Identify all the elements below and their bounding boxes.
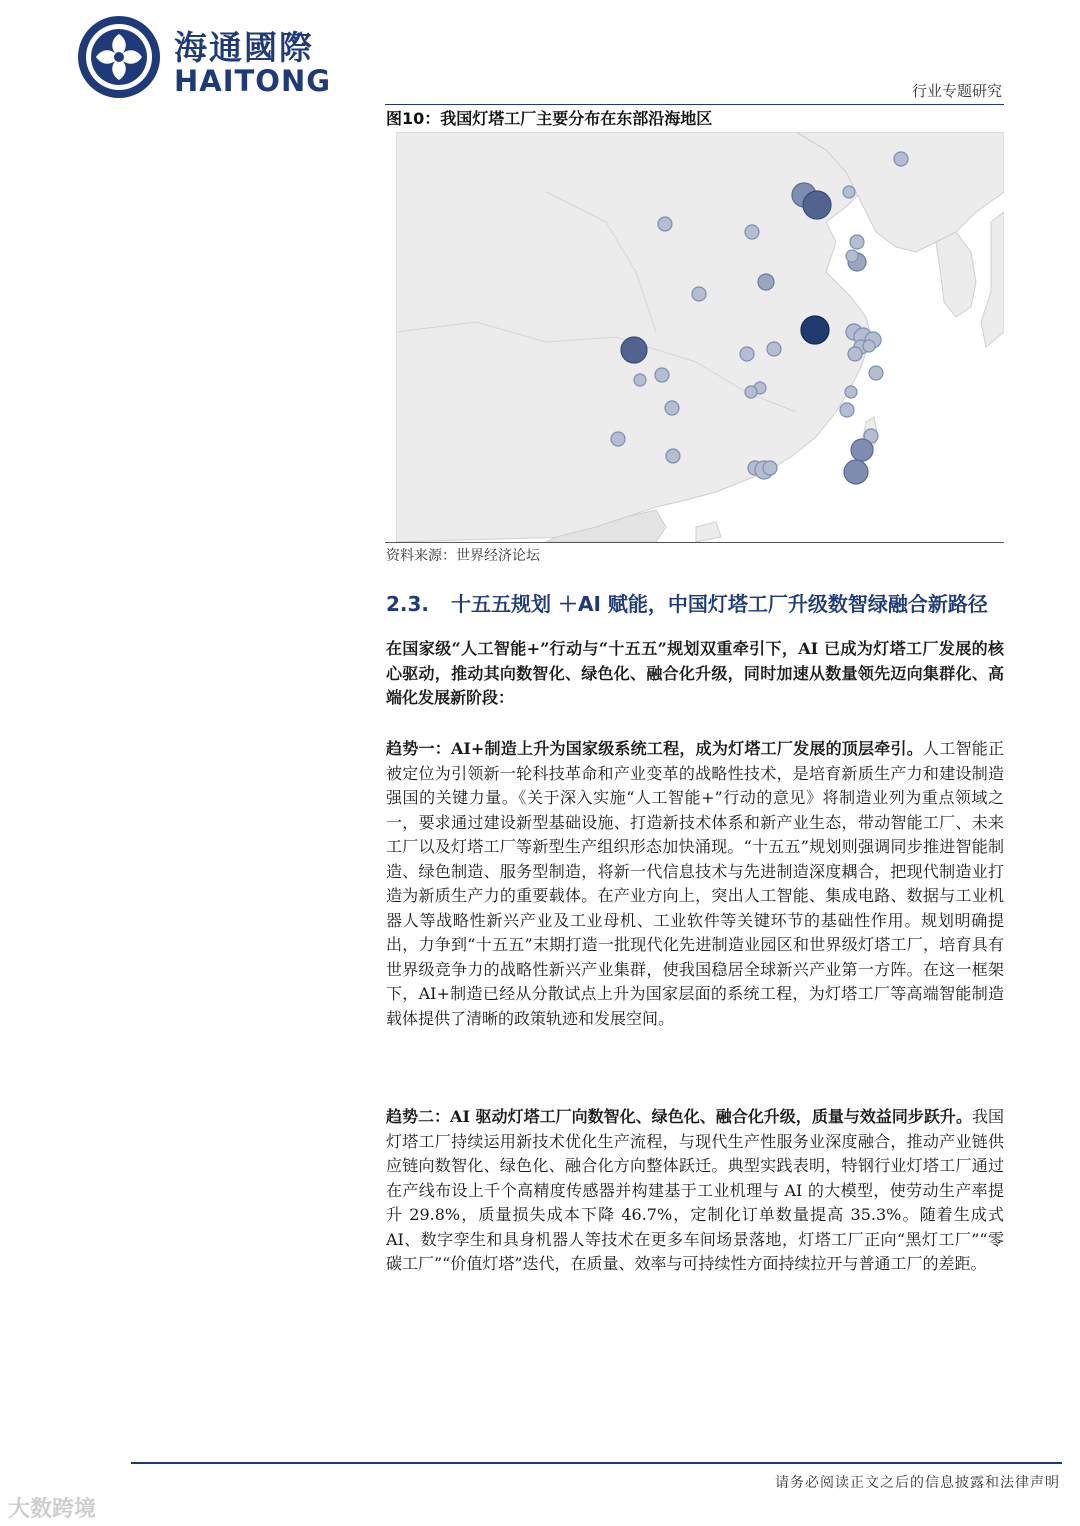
- factory-marker: [863, 340, 875, 352]
- factory-marker: [665, 401, 679, 415]
- header-divider: [385, 104, 1004, 105]
- factory-marker: [745, 386, 757, 398]
- haitong-logo: [76, 14, 332, 100]
- intro-paragraph: 在国家级“人工智能+”行动与“十五五”规划双重牵引下，AI 已成为灯塔工厂发展的核心驱动，推动其向数智化、绿色化、融合化升级，同时加速从数量领先迈向集群化、高端化发展新阶段：: [386, 639, 1004, 707]
- source-divider: [385, 542, 1004, 543]
- legal-disclaimer-note: 请务必阅读正文之后的信息披露和法律声明: [775, 1475, 1060, 1491]
- trend-one-body: 人工智能正被定位为引领新一轮科技革命和产业变革的战略性技术，是培育新质生产力和建设制造强国的关键力量。《关于深入实施“人工智能+”行动的意见》将制造业列为重点领域之一，要求通过建设新型基础设施、打造新技术体系和新产业生态，带动智能工厂、未来工厂以及灯塔工厂等新型生产组织形态加快涌现。“十五五”规划则强调同步推进智能制造、绿色制造、服务型制造，将新一代信息技术与先进制造深度耦合，把现代制造业打造为新质生产力的重要载体。在产业方向上，突出人工智能、集成电路、数据与工业机器人等战略性新兴产业及工业母机、工业软件等关键环节的基础性作用。规划明确提出，力争到“十五五”末期打造一批现代化先进制造业园区和世界级灯塔工厂，培育具有世界级竞争力的战略性新兴产业集群，使我国稳居全球新兴产业第一方阵。在这一框架下，AI+制造已经从分散试点上升为国家层面的系统工程，为灯塔工厂等高端智能制造载体提供了清晰的政策轨迹和发展空间。: [386, 739, 1004, 1028]
- factory-marker: [740, 347, 754, 361]
- factory-marker: [763, 461, 777, 475]
- factory-marker: [621, 337, 647, 363]
- factory-marker: [658, 217, 672, 231]
- factory-marker: [843, 186, 855, 198]
- factory-marker: [845, 386, 857, 398]
- lighthouse-factory-map: [396, 132, 1004, 542]
- factory-marker: [851, 439, 873, 461]
- watermark-text: 大数跨境: [8, 1497, 97, 1522]
- factory-marker: [803, 191, 831, 219]
- factory-marker: [692, 287, 706, 301]
- haitong-logo-mark-icon: [76, 14, 162, 100]
- factory-marker: [846, 250, 858, 262]
- trend-two-lead: 趋势二：AI 驱动灯塔工厂向数智化、绿色化、融合化升级，质量与效益同步跃升。: [386, 1107, 972, 1126]
- factory-marker: [850, 235, 864, 249]
- factory-marker: [634, 374, 646, 386]
- section-title: 十五五规划 ＋AI 赋能，中国灯塔工厂升级数智绿融合新路径: [451, 592, 988, 616]
- watermark: [8, 1492, 96, 1523]
- trend-two-paragraph: [386, 1105, 1004, 1277]
- figure-caption: 图10：我国灯塔工厂主要分布在东部沿海地区: [386, 109, 713, 128]
- factory-marker: [758, 274, 774, 290]
- factory-marker: [840, 403, 854, 417]
- factory-marker: [801, 316, 829, 344]
- factory-marker: [767, 342, 781, 356]
- factory-marker: [894, 152, 908, 166]
- factory-marker: [655, 368, 669, 382]
- section-heading: [386, 588, 988, 617]
- trend-one-paragraph: [386, 737, 1004, 1031]
- factory-marker: [745, 225, 759, 239]
- section-number: 2.3.: [386, 592, 430, 616]
- figure-source: 资料来源：世界经济论坛: [386, 548, 540, 564]
- factory-marker: [848, 347, 862, 361]
- factory-marker: [611, 432, 625, 446]
- footer-divider: [131, 1462, 1062, 1464]
- logo-english-name: HAITONG: [174, 64, 332, 98]
- trend-one-lead: 趋势一：AI+制造上升为国家级系统工程，成为灯塔工厂发展的顶层牵引。: [386, 739, 924, 758]
- logo-chinese-name: 海通國際: [174, 28, 314, 67]
- factory-marker: [844, 460, 868, 484]
- trend-two-body: 我国灯塔工厂持续运用新技术优化生产流程，与现代生产性服务业深度融合，推动产业链供应链向数智化、绿色化、融合化方向整体跃迁。典型实践表明，特钢行业灯塔工厂通过在产线布设上千个高精度传感器并构建基于工业机理与 AI 的大模型，使劳动生产率提升 29.8%，质量损失成本下降 46.7%，定制化订单数量提高 35.3%。随着生成式 AI、数字孪生和具身机器人等技术在更多车间场景落地，灯塔工厂正向“黑灯工厂”“零碳工厂”“价值灯塔”迭代，在质量、效率与可持续性方面持续拉开与普通工厂的差距。: [386, 1107, 1004, 1273]
- factory-marker: [666, 449, 680, 463]
- report-type-label: 行业专题研究: [911, 82, 1002, 100]
- factory-marker: [869, 366, 883, 380]
